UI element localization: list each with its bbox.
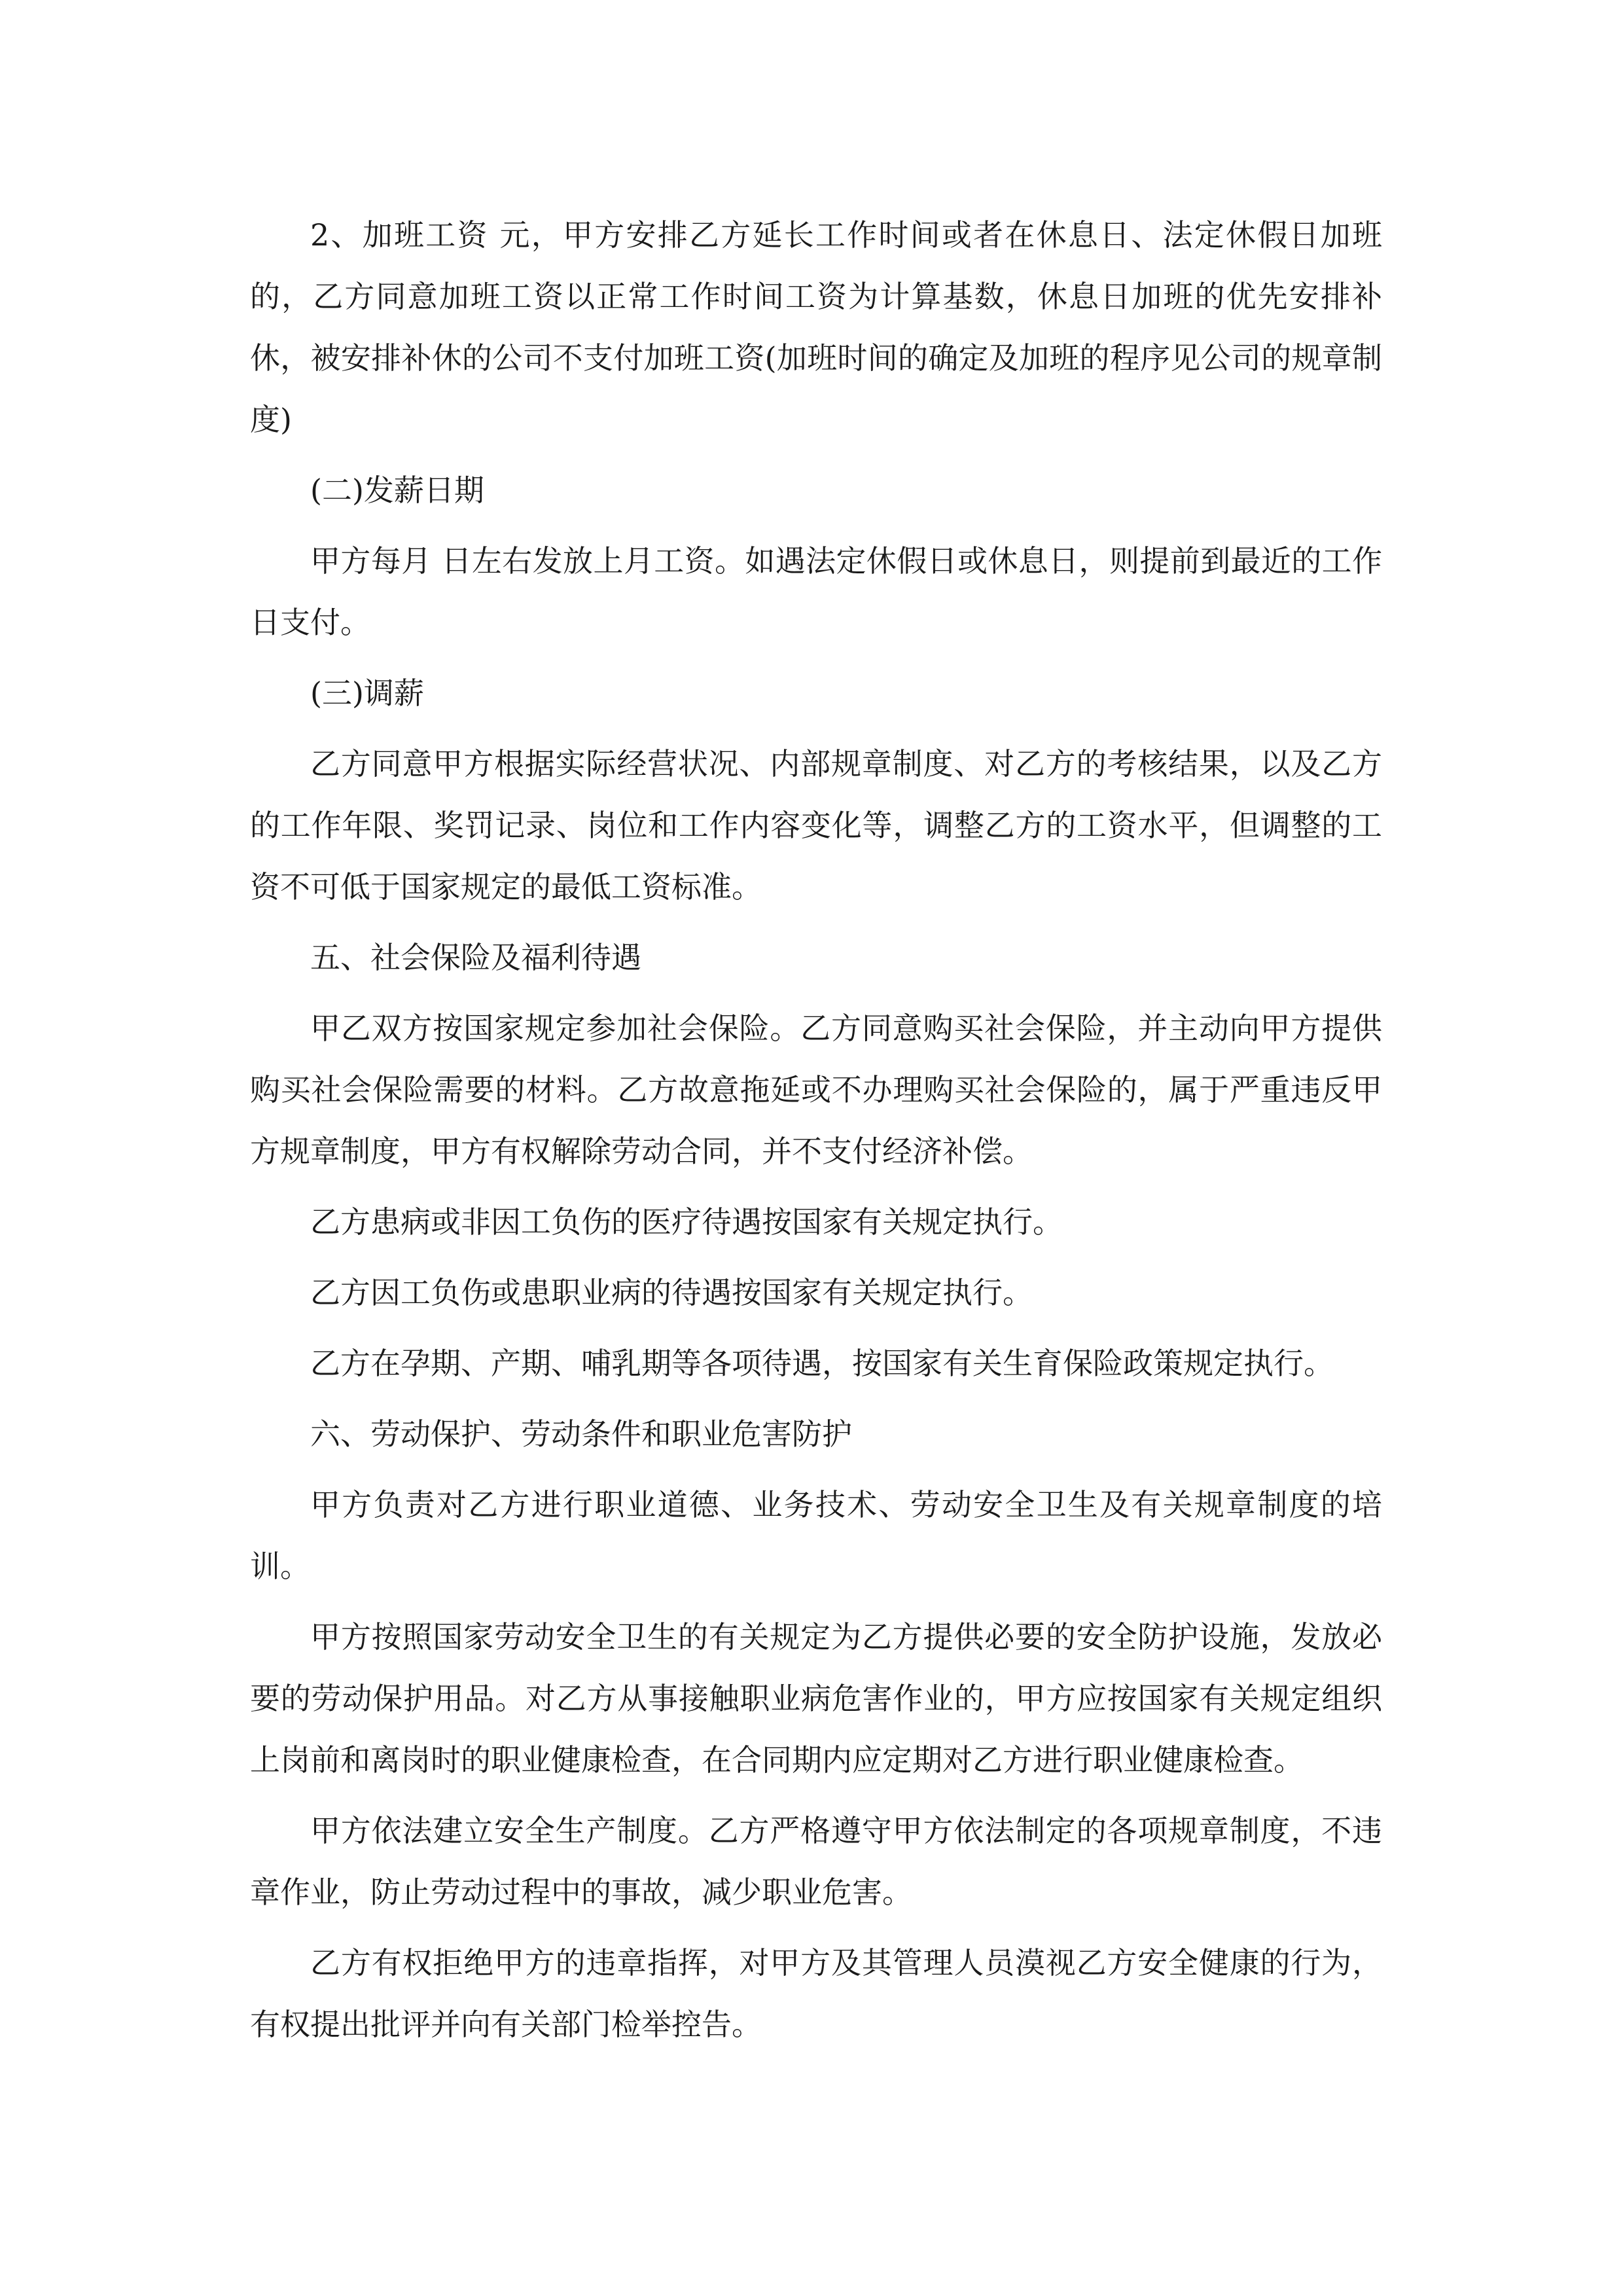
overtime-pay-paragraph: 2、加班工资 元，甲方安排乙方延长工作时间或者在休息日、法定休假日加班的，乙方同意加班工资以正常工作时间工资为计算基数，休息日加班的优先安排补休，被安排补休的公司不支付加班工资(加班时间的确定及加班的程序见公司的规章制度) xyxy=(250,217,1382,437)
work-injury-paragraph: 乙方因工负伤或患职业病的待遇按国家有关规定执行。 xyxy=(310,1275,1033,1310)
refuse-violation-paragraph: 乙方有权拒绝甲方的违章指挥，对甲方及其管理人员漠视乙方安全健康的行为，有权提出批评并向有关部门检举控告。 xyxy=(250,1945,1382,2042)
safety-system-paragraph: 甲方依法建立安全生产制度。乙方严格遵守甲方依法制定的各项规章制度，不违章作业，防止劳动过程中的事故，减少职业危害。 xyxy=(250,1813,1382,1910)
social-insurance-heading: 五、社会保险及福利待遇 xyxy=(310,940,641,975)
salary-adjustment-heading: (三)调薪 xyxy=(310,675,424,711)
safety-facilities-paragraph: 甲方按照国家劳动安全卫生的有关规定为乙方提供必要的安全防护设施，发放必要的劳动保护用品。对乙方从事接触职业病危害作业的，甲方应按国家有关规定组织上岗前和离岗时的职业健康检查，在合同期内应定期对乙方进行职业健康检查。 xyxy=(250,1619,1382,1778)
illness-treatment-paragraph: 乙方患病或非因工负伤的医疗待遇按国家有关规定执行。 xyxy=(310,1204,1063,1240)
pay-date-heading: (二)发薪日期 xyxy=(310,473,484,508)
document-body xyxy=(250,204,1382,2064)
labor-protection-heading: 六、劳动保护、劳动条件和职业危害防护 xyxy=(310,1416,852,1452)
salary-adjustment-paragraph: 乙方同意甲方根据实际经营状况、内部规章制度、对乙方的考核结果，以及乙方的工作年限、奖罚记录、岗位和工作内容变化等，调整乙方的工资水平，但调整的工资不可低于国家规定的最低工资标准。 xyxy=(250,746,1382,905)
social-insurance-paragraph: 甲乙双方按国家规定参加社会保险。乙方同意购买社会保险，并主动向甲方提供购买社会保险需要的材料。乙方故意拖延或不办理购买社会保险的，属于严重违反甲方规章制度，甲方有权解除劳动合同，并不支付经济补偿。 xyxy=(250,1011,1382,1169)
pay-date-paragraph: 甲方每月 日左右发放上月工资。如遇法定休假日或休息日，则提前到最近的工作日支付。 xyxy=(250,543,1382,640)
maternity-paragraph: 乙方在孕期、产期、哺乳期等各项待遇，按国家有关生育保险政策规定执行。 xyxy=(310,1346,1334,1381)
training-paragraph: 甲方负责对乙方进行职业道德、业务技术、劳动安全卫生及有关规章制度的培训。 xyxy=(250,1487,1382,1584)
